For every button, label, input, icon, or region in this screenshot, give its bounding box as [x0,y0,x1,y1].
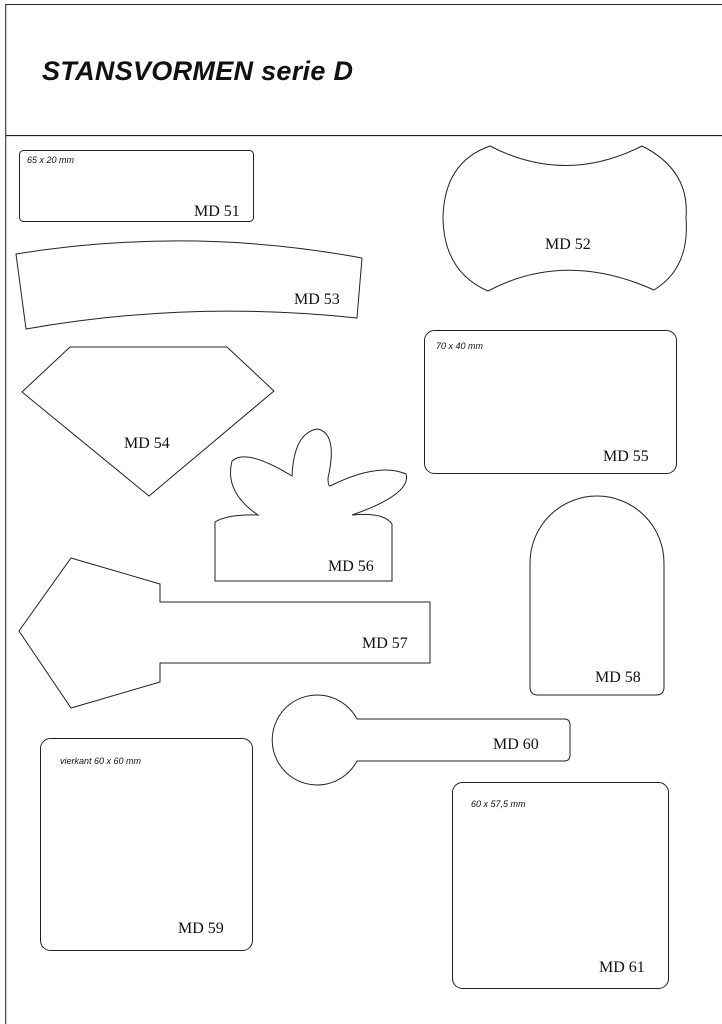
die-outline-md-58 [530,496,664,695]
shape-md-59 [41,739,253,951]
shape-code-label: MD 58 [595,669,641,686]
page-title: STANSVORMEN serie D [42,56,354,86]
shape-code-label: MD 51 [194,203,240,220]
shape-md-55 [425,331,677,474]
shape-md-56 [215,429,407,581]
shape-md-52 [443,146,686,291]
shape-code-label: MD 61 [599,959,645,976]
die-outline-md-53 [16,241,362,329]
shape-code-label: MD 57 [362,635,408,652]
die-outline-md-56 [215,429,407,581]
shape-code-label: MD 54 [124,435,170,452]
dimension-label: 70 x 40 mm [436,341,484,351]
dimension-label: 65 x 20 mm [27,155,75,165]
dimension-label: vierkant 60 x 60 mm [60,756,142,766]
shape-md-60 [272,695,570,785]
die-outline-md-61 [453,783,669,989]
shape-md-58 [530,496,664,695]
shape-code-label: MD 60 [493,736,539,753]
die-outline-md-59 [41,739,253,951]
shape-code-label: MD 56 [328,558,374,575]
shape-code-label: MD 52 [545,236,591,253]
shape-code-label: MD 53 [294,291,340,308]
shape-md-51 [20,151,254,222]
shape-code-label: MD 55 [603,448,649,465]
shape-md-61 [453,783,669,989]
shape-md-53 [16,241,362,329]
shape-code-label: MD 59 [178,920,224,937]
die-outline-md-52 [443,146,686,291]
dimension-label: 60 x 57,5 mm [471,799,526,809]
